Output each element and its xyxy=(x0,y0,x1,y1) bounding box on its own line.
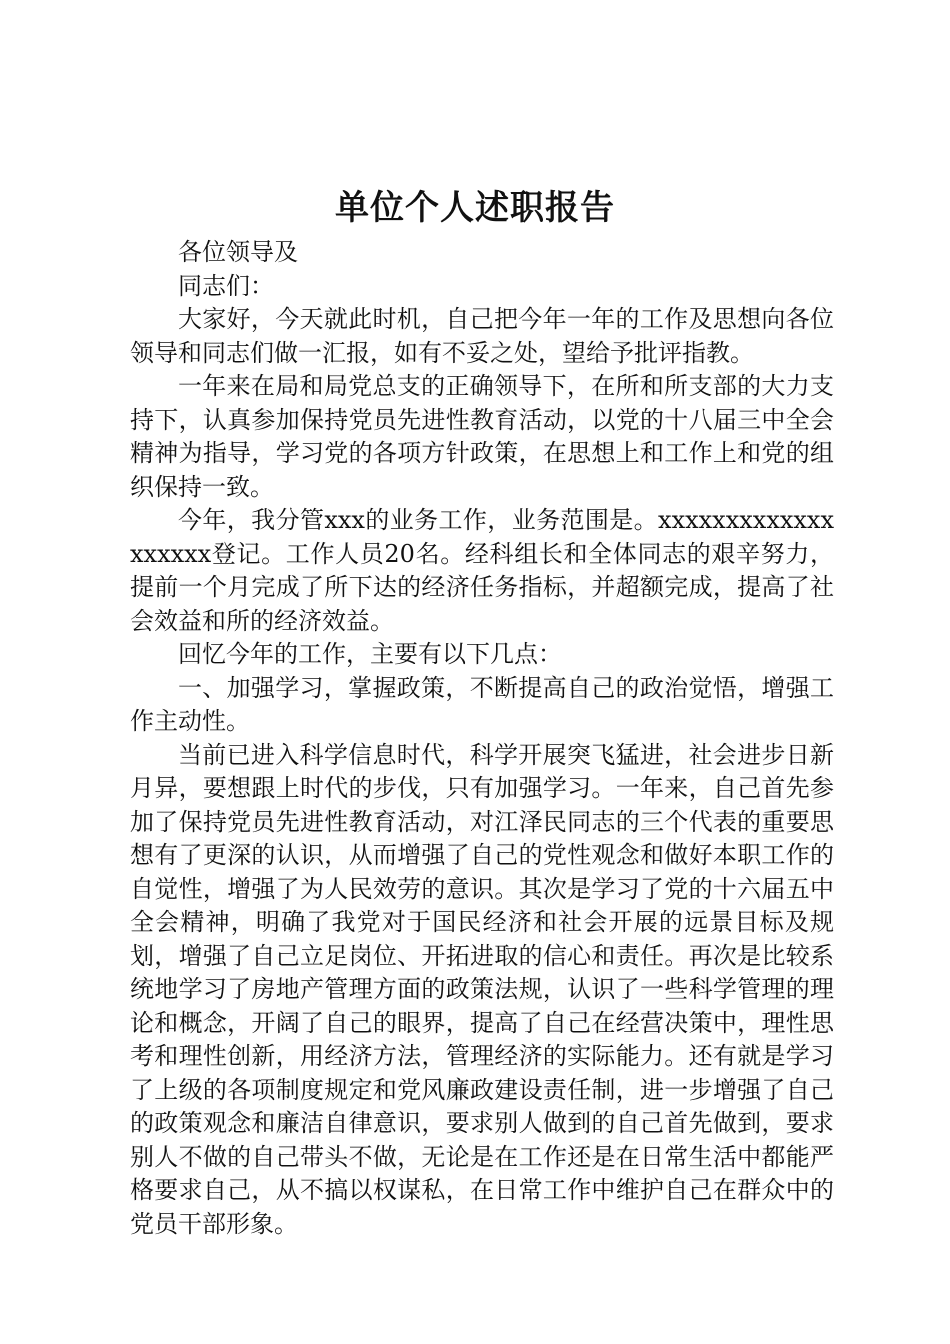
paragraph-leadership: 一年来在局和局党总支的正确领导下，在所和所支部的大力支持下，认真参加保持党员先进性教育活动，以党的十八届三中全会精神为指导，学习党的各项方针政策，在思想上和工作上和党的组织保持一致。 xyxy=(130,372,834,501)
document-body xyxy=(130,236,834,1241)
salutation-line-1: 各位领导及 xyxy=(178,238,298,266)
paragraph-greeting: 大家好，今天就此时机，自己把今年一年的工作及思想向各位领导和同志们做一汇报，如有不妥之处，望给予批评指教。 xyxy=(130,305,834,367)
document-title: 单位个人述职报告 xyxy=(335,188,615,228)
section-heading-1: 一、加强学习，掌握政策，不断提高自己的政治觉悟，增强工作主动性。 xyxy=(130,673,834,735)
paragraph-responsibilities: 今年，我分管xxx的业务工作，业务范围是。xxxxxxxxxxxxxxxxxxx登记。工作人员20名。经科组长和全体同志的艰辛努力，提前一个月完成了所下达的经济任务指标，并超额完成，提高了社会效益和所的经济效益。 xyxy=(130,506,834,635)
paragraph-study: 当前已进入科学信息时代，科学开展突飞猛进，社会进步日新月异，要想跟上时代的步伐，只有加强学习。一年来，自己首先参加了保持党员先进性教育活动，对江泽民同志的三个代表的重要思想有了更深的认识，从而增强了自己的党性观念和做好本职工作的自觉性，增强了为人民效劳的意识。其次是学习了党的十六届五中全会精神，明确了我党对于国民经济和社会开展的远景目标及规划，增强了自己立足岗位、开拓进取的信心和责任。再次是比较系统地学习了房地产管理方面的政策法规，认识了一些科学管理的理论和概念，开阔了自己的眼界，提高了自己在经营决策中，理性思考和理性创新，用经济方法，管理经济的实际能力。还有就是学习了上级的各项制度规定和党风廉政建设责任制，进一步增强了自己的政策观念和廉洁自律意识，要求别人做到的自己首先做到，要求别人不做的自己带头不做，无论是在工作还是在日常生活中都能严格要求自己，从不搞以权谋私，在日常工作中维护自己在群众中的党员干部形象。 xyxy=(130,740,834,1238)
salutation-line-2: 同志们： xyxy=(178,271,274,300)
paragraph-review-intro: 回忆今年的工作，主要有以下几点： xyxy=(178,640,562,668)
